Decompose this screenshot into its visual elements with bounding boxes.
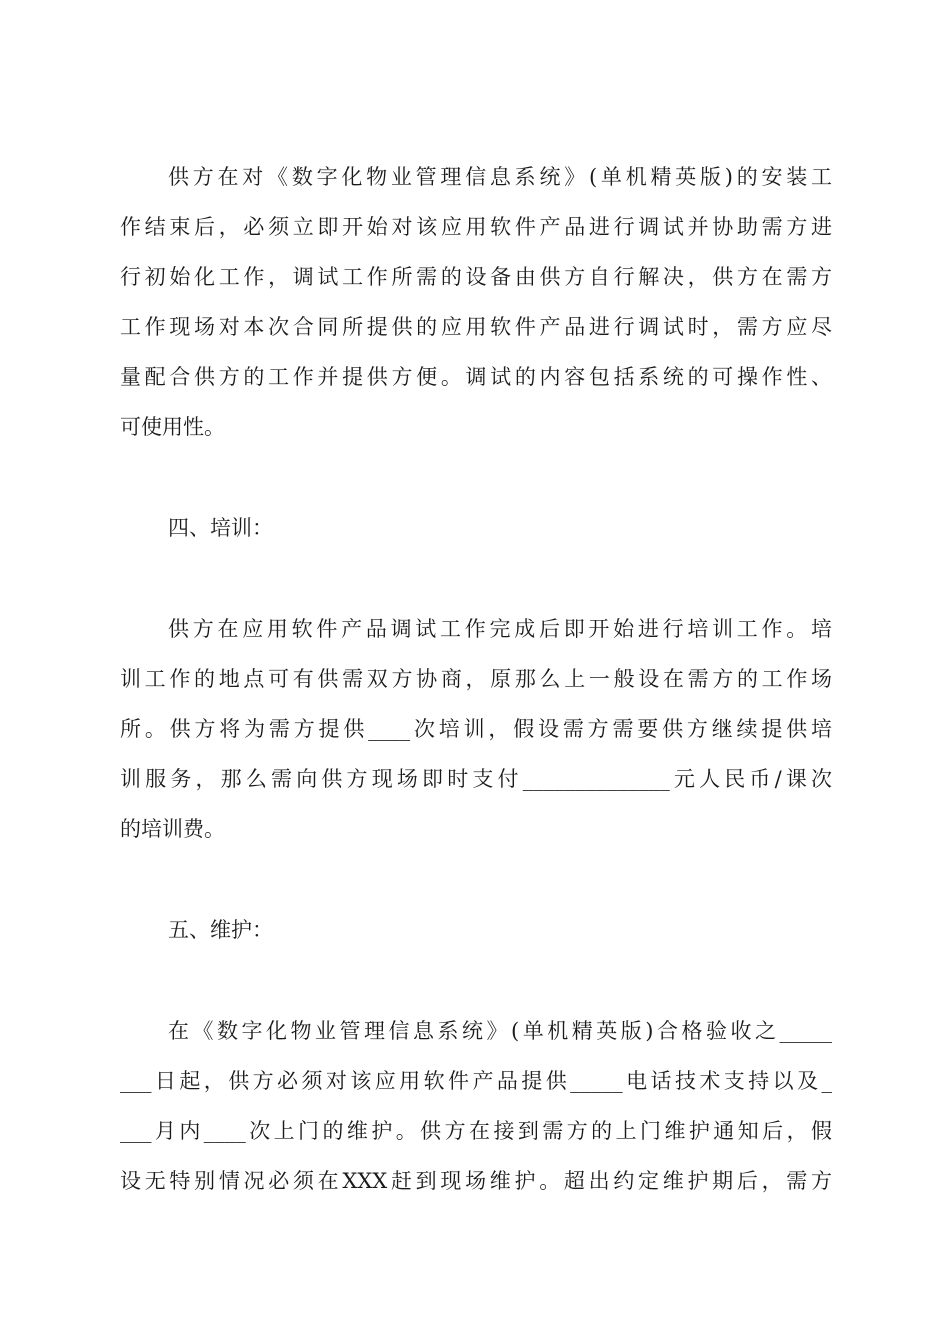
paragraph-1-line-2: 作结束后，必须立即开始对该应用软件产品进行调试并协助需方进 <box>120 215 832 239</box>
section-5-line-3: ___月内____次上门的维护。供方在接到需方的上门维护通知后，假 <box>120 1119 832 1143</box>
section-4-line-4: 训服务，那么需向供方现场即时支付______________元人民币/课次 <box>120 767 832 791</box>
paragraph-1-line-1: 供方在对《数字化物业管理信息系统》(单机精英版)的安装工 <box>168 165 832 189</box>
section-4-line-2: 训工作的地点可有供需双方协商，原那么上一般设在需方的工作场 <box>120 667 832 691</box>
section-4-line-3: 所。供方将为需方提供____次培训，假设需方需要供方继续提供培 <box>120 717 832 741</box>
section-5-line-4: 设无特别情况必须在XXX赶到现场维护。超出约定维护期后，需方 <box>120 1169 832 1193</box>
section-5-line-1: 在《数字化物业管理信息系统》(单机精英版)合格验收之_____ <box>168 1019 832 1043</box>
paragraph-1-line-4: 工作现场对本次合同所提供的应用软件产品进行调试时，需方应尽 <box>120 315 832 339</box>
paragraph-1-line-6: 可使用性。 <box>120 415 225 439</box>
section-5-heading: 五、维护： <box>168 918 273 942</box>
section-4-line-5: 的培训费。 <box>120 817 225 841</box>
section-4-line-1: 供方在应用软件产品调试工作完成后即开始进行培训工作。培 <box>168 617 832 641</box>
paragraph-1-line-5: 量配合供方的工作并提供方便。调试的内容包括系统的可操作性、 <box>120 365 832 389</box>
section-4-heading: 四、培训： <box>168 516 273 540</box>
paragraph-1-line-3: 行初始化工作，调试工作所需的设备由供方自行解决，供方在需方 <box>120 265 832 289</box>
section-5-line-2: ___日起，供方必须对该应用软件产品提供_____电话技术支持以及_ <box>120 1069 832 1093</box>
